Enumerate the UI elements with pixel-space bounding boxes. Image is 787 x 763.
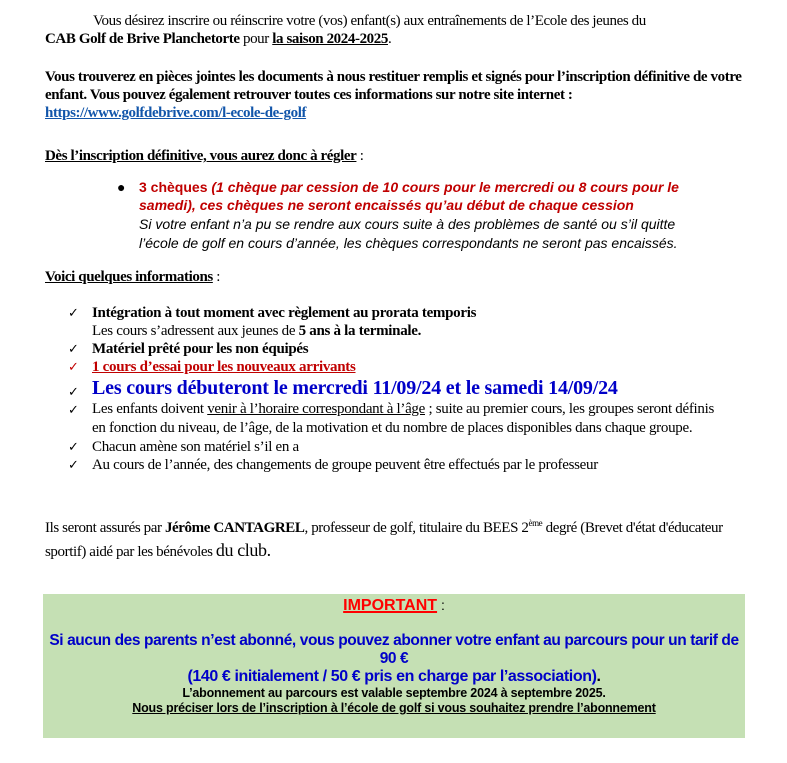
cheques-detail: (1 chèque par cession de 10 cours pour le mercredi ou 8 cours pour le samedi), ces chèques ne seront encaissés qu’au début de chaque cession — [139, 179, 679, 213]
club-name: CAB Golf de Brive Planchetorte — [45, 31, 240, 47]
list-item — [68, 400, 757, 438]
intro-line: Vous désirez inscrire ou réinscrire votre (vos) enfant(s) aux entraînements de l’Ecole des jeunes du — [93, 13, 646, 29]
check-icon: ✓ — [68, 402, 79, 417]
check-icon: ✓ — [68, 457, 79, 472]
check-icon: ✓ — [68, 439, 79, 454]
list-item — [68, 304, 757, 340]
important-title: IMPORTANT — [343, 597, 438, 614]
cheques-count: 3 chèques — [139, 179, 212, 195]
list-item — [68, 456, 757, 474]
documents-text: Vous trouverez en pièces jointes les documents à nous restituer remplis et signés pour l’inscription définitive de votre enfant. Vous pouvez également retrouver toutes ces informations sur notre site internet : — [45, 69, 742, 103]
intro-period: . — [387, 31, 392, 47]
website-link[interactable]: https://www.golfdebrive.com/l-ecole-de-golf — [45, 105, 307, 121]
cheques-note: Si votre enfant n’a pu se rendre aux cours suite à des problèmes de santé ou s’il quitte l’école de golf en cours d’année, les chèques correspondants ne seront pas encaissés. — [139, 216, 678, 251]
payment-heading-text: Dès l’inscription définitive, vous aurez donc à régler — [45, 148, 357, 164]
check-icon: ✓ — [68, 384, 79, 399]
list-item — [68, 340, 757, 358]
important-box — [43, 594, 745, 738]
list-item-subtext: Les cours s’adressent aux jeunes de — [92, 323, 299, 339]
coach-text-end: du club. — [215, 540, 271, 560]
check-icon: ✓ — [68, 305, 79, 320]
info-list — [68, 304, 757, 474]
coach-text: degré (Brevet d'état d'éducateur sportif) aidé par les bénévoles — [45, 520, 723, 560]
list-item-underlined: venir à l’horaire correspondant à l’âge — [207, 401, 425, 417]
documents-paragraph — [45, 68, 742, 122]
list-item-text: Les enfants doivent — [92, 401, 208, 417]
trial-lesson-text: 1 cours d’essai pour les nouveaux arrivants — [92, 359, 356, 375]
start-date-text: Les cours débuteront le mercredi 11/09/24 et le samedi 14/09/24 — [92, 377, 618, 399]
season: la saison 2024-2025 — [272, 31, 388, 47]
list-item-text: Au cours de l’année, des changements de groupe peuvent être effectués par le professeur — [92, 457, 598, 473]
payment-bullet — [117, 178, 717, 253]
list-item — [68, 358, 757, 376]
list-item-text: Intégration à tout moment avec règlement au prorata temporis — [92, 305, 477, 321]
check-icon: ✓ — [68, 341, 79, 356]
price-breakdown: (140 € initialement / 50 € pris en charge par l’association) — [187, 668, 597, 685]
coach-text: Ils seront assurés par — [45, 520, 165, 536]
bullet-icon: ● — [117, 179, 126, 195]
info-heading — [45, 268, 767, 286]
subscription-request: Nous préciser lors de l’inscription à l’école de golf si vous souhaitez prendre l’abonnement — [132, 701, 656, 715]
info-heading-colon: : — [212, 269, 220, 285]
payment-heading-colon: : — [356, 148, 364, 164]
info-heading-text: Voici quelques informations — [45, 269, 213, 285]
list-item — [68, 376, 757, 400]
coach-name: Jérôme CANTAGREL — [164, 520, 305, 536]
coach-text: , professeur de golf, titulaire du BEES 2 — [304, 520, 529, 536]
check-icon: ✓ — [68, 359, 79, 374]
list-item-text: Matériel prêté pour les non équipés — [92, 341, 309, 357]
intro-paragraph — [45, 12, 767, 48]
coach-paragraph — [45, 512, 747, 563]
important-colon: : — [437, 597, 445, 613]
subscription-offer: Si aucun des parents n’est abonné, vous pouvez abonner votre enfant au parcours pour un tarif de 90 € — [49, 632, 739, 667]
coach-superscript: ème — [528, 518, 543, 528]
list-item-subtext-bold: 5 ans à la terminale. — [298, 323, 422, 339]
subscription-validity: L’abonnement au parcours est valable septembre 2024 à septembre 2025. — [182, 686, 606, 700]
price-breakdown-period: . — [596, 668, 601, 685]
payment-heading — [45, 147, 767, 165]
list-item — [68, 438, 757, 456]
list-item-text: Chacun amène son matériel s’il en a — [92, 439, 299, 455]
intro-text: pour — [239, 31, 273, 47]
list-item-text: ; suite au premier cours, les groupes seront définis en fonction du niveau, de l’âge, de la motivation et du nombre de places disponibles dans chaque groupe. — [92, 401, 715, 436]
